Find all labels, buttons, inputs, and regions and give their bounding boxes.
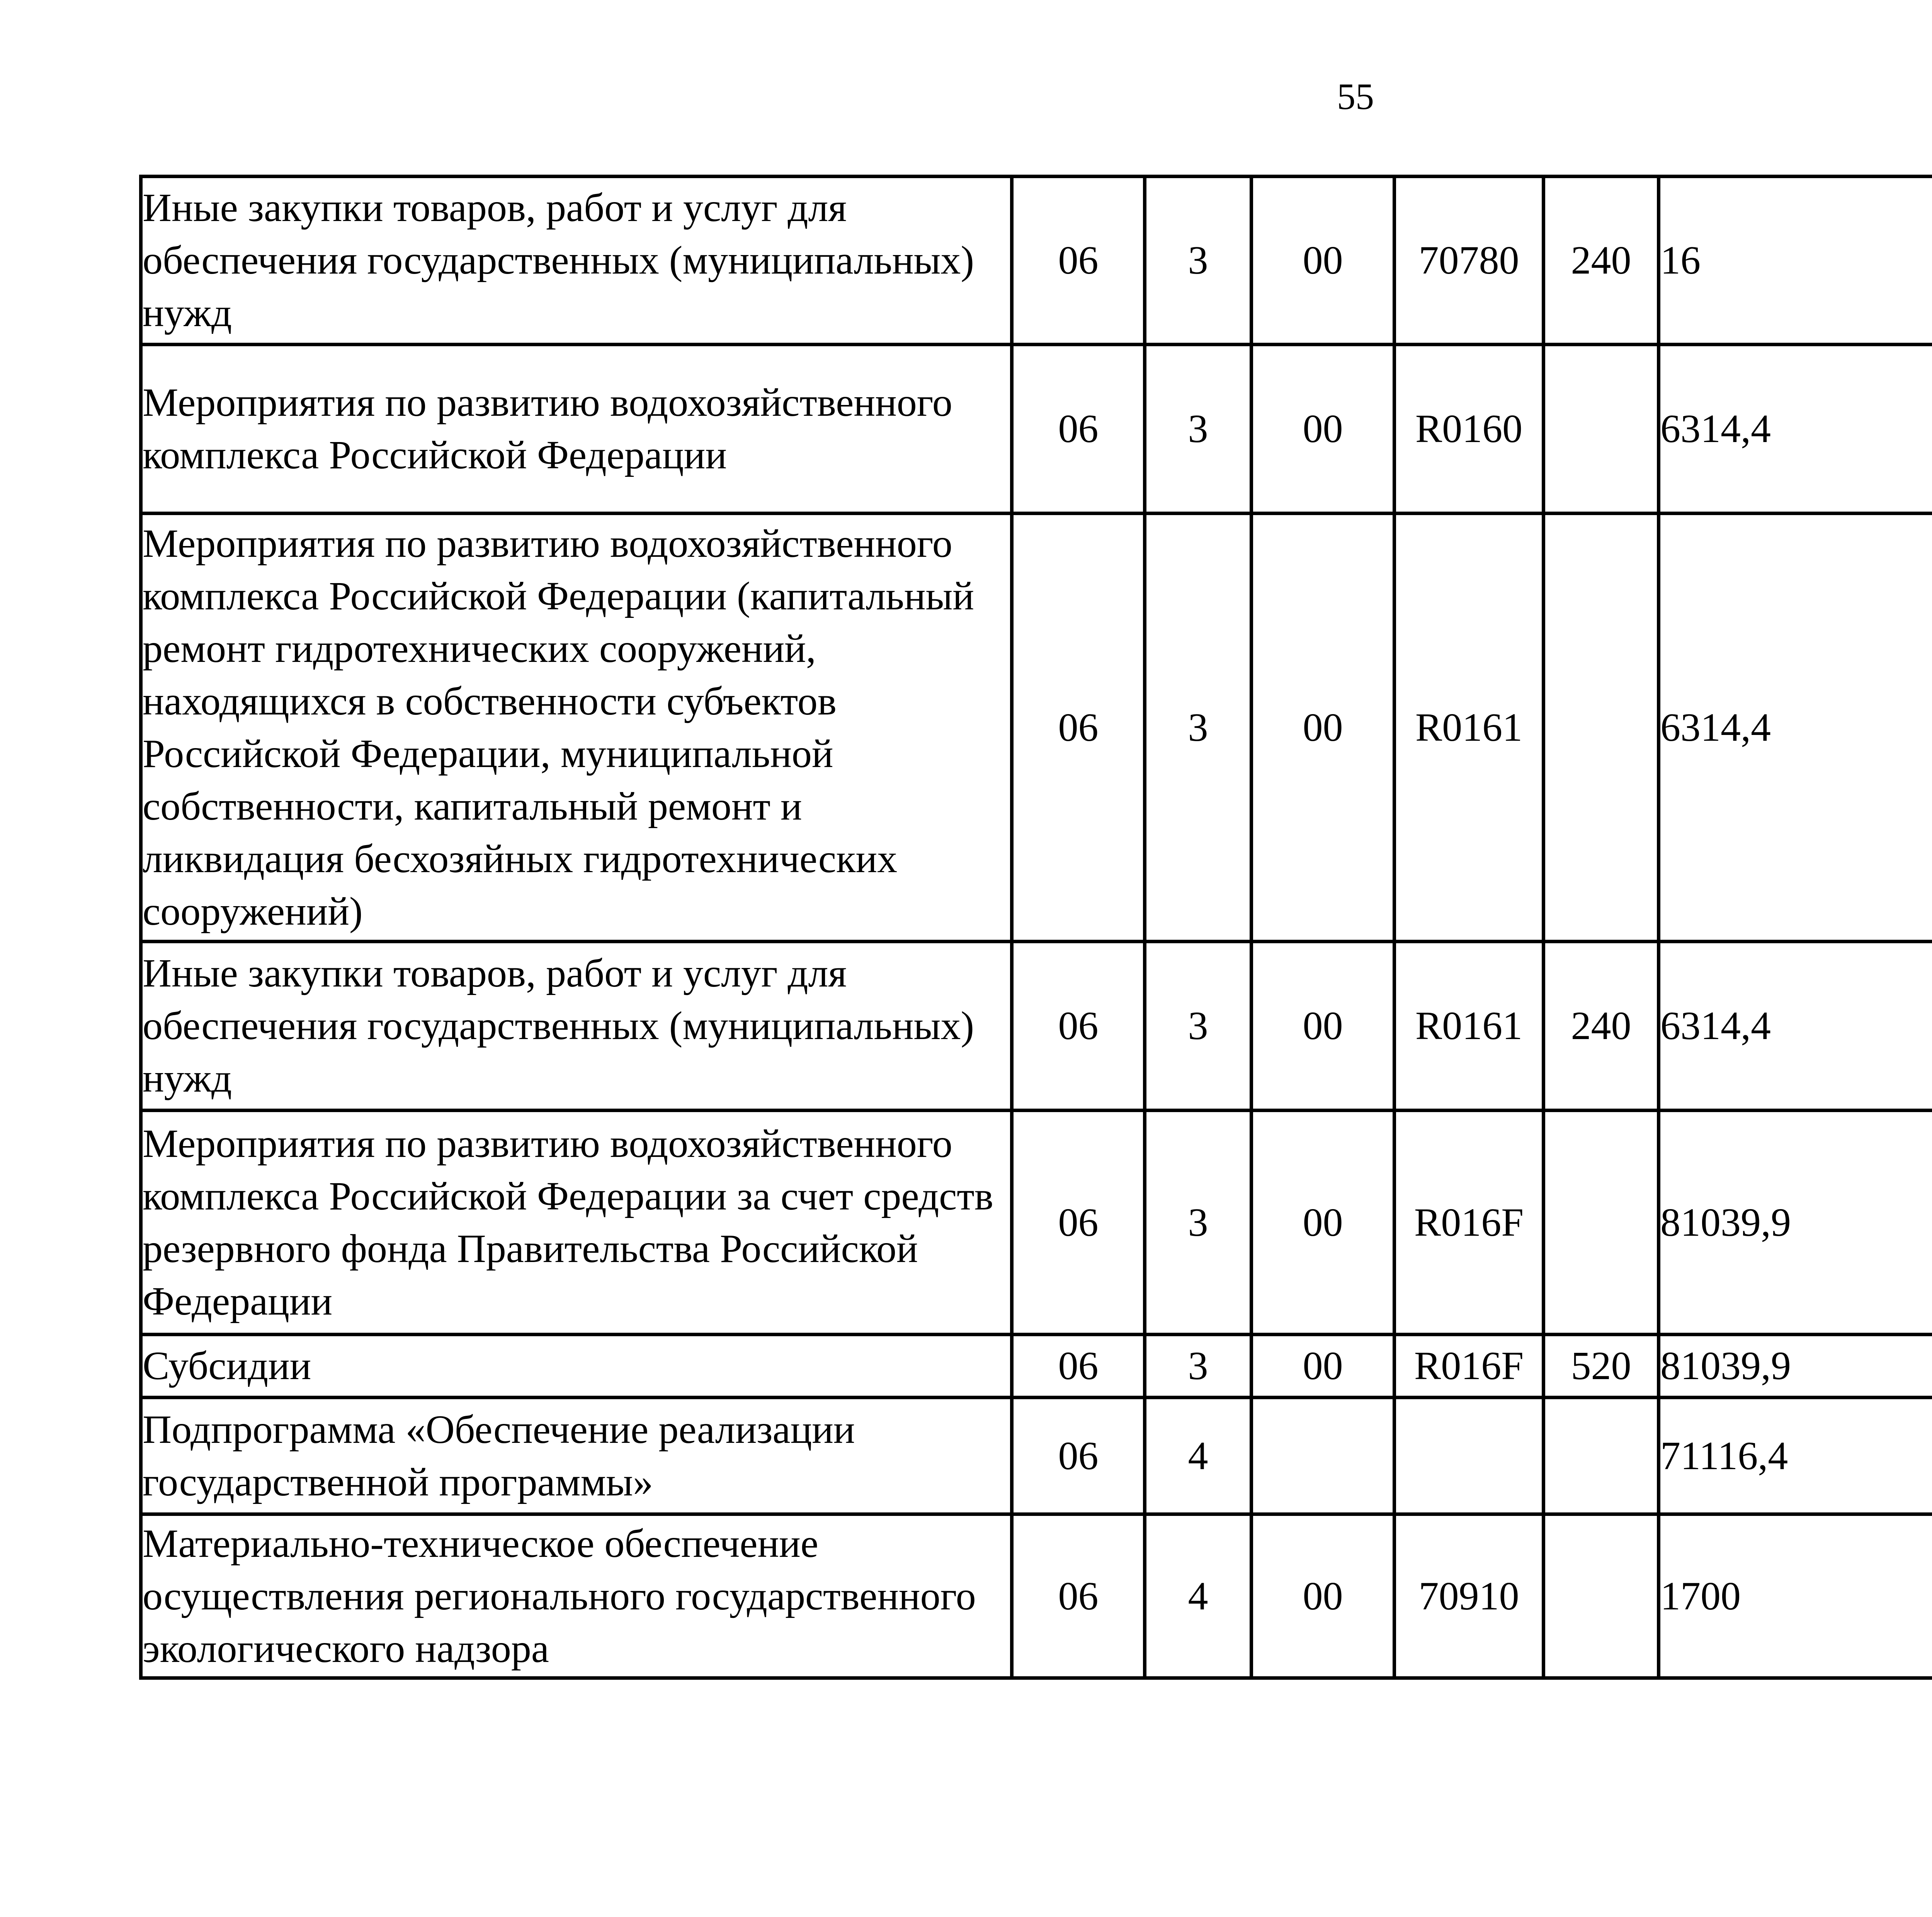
code-direction: 70780 — [1395, 177, 1544, 345]
table-row — [141, 1514, 1932, 1678]
row-description: Мероприятия по развитию водохозяйственного комплекса Российской Федерации (капитальный ремонт гидротехнических сооружений, находящихся в собственности субъектов Российской Федерации, муниципальной собственности, капитальный ремонт и ликвидация бесхозяйных гидротехнических сооружений) — [141, 514, 1012, 942]
code-subprogram — [1252, 1398, 1395, 1514]
table-row — [141, 1335, 1932, 1398]
amount-1: 6314,4 — [1659, 514, 1932, 942]
code-section: 06 — [1012, 1335, 1145, 1398]
table-row — [141, 1111, 1932, 1335]
table-row — [141, 345, 1932, 514]
row-description: Субсидии — [141, 1335, 1012, 1398]
code-section: 06 — [1012, 345, 1145, 514]
amount-1: 16 — [1659, 177, 1932, 345]
amount-1: 6314,4 — [1659, 345, 1932, 514]
code-section: 06 — [1012, 1111, 1145, 1335]
code-program: 3 — [1145, 345, 1252, 514]
row-description: Иные закупки товаров, работ и услуг для обеспечения государственных (муниципальных) нужд — [141, 942, 1012, 1111]
row-description: Мероприятия по развитию водохозяйственного комплекса Российской Федерации за счет средств резервного фонда Правительства Российской Федерации — [141, 1111, 1012, 1335]
amount-1: 71116,4 — [1659, 1398, 1932, 1514]
row-description: Иные закупки товаров, работ и услуг для обеспечения государственных (муниципальных) нужд — [141, 177, 1012, 345]
table-row — [141, 1398, 1932, 1514]
code-expense-type — [1544, 345, 1659, 514]
code-direction: R016F — [1395, 1335, 1544, 1398]
table-row — [141, 177, 1932, 345]
code-subprogram: 00 — [1252, 1514, 1395, 1678]
code-expense-type — [1544, 1398, 1659, 1514]
code-direction: 70910 — [1395, 1514, 1544, 1678]
code-direction: R016F — [1395, 1111, 1544, 1335]
code-expense-type: 520 — [1544, 1335, 1659, 1398]
amount-1: 81039,9 — [1659, 1335, 1932, 1398]
code-subprogram: 00 — [1252, 177, 1395, 345]
code-program: 3 — [1145, 1111, 1252, 1335]
row-description: Подпрограмма «Обеспечение реализации государственной программы» — [141, 1398, 1012, 1514]
amount-1: 6314,4 — [1659, 942, 1932, 1111]
code-subprogram: 00 — [1252, 1335, 1395, 1398]
code-subprogram: 00 — [1252, 514, 1395, 942]
code-section: 06 — [1012, 1514, 1145, 1678]
code-direction: R0161 — [1395, 942, 1544, 1111]
budget-table — [139, 175, 1932, 1680]
row-description: Мероприятия по развитию водохозяйственного комплекса Российской Федерации — [141, 345, 1012, 514]
amount-1: 81039,9 — [1659, 1111, 1932, 1335]
code-expense-type — [1544, 1111, 1659, 1335]
code-subprogram: 00 — [1252, 1111, 1395, 1335]
code-section: 06 — [1012, 1398, 1145, 1514]
code-direction: R0160 — [1395, 345, 1544, 514]
code-program: 4 — [1145, 1514, 1252, 1678]
code-program: 3 — [1145, 177, 1252, 345]
code-expense-type: 240 — [1544, 942, 1659, 1111]
code-program: 3 — [1145, 1335, 1252, 1398]
table-row — [141, 514, 1932, 942]
amount-1: 1700 — [1659, 1514, 1932, 1678]
code-program: 4 — [1145, 1398, 1252, 1514]
table-row — [141, 942, 1932, 1111]
code-section: 06 — [1012, 177, 1145, 345]
code-subprogram: 00 — [1252, 942, 1395, 1111]
code-subprogram: 00 — [1252, 345, 1395, 514]
code-direction: R0161 — [1395, 514, 1544, 942]
code-expense-type: 240 — [1544, 177, 1659, 345]
code-expense-type — [1544, 514, 1659, 942]
page-number: 55 — [1337, 76, 1374, 117]
code-expense-type — [1544, 1514, 1659, 1678]
code-direction — [1395, 1398, 1544, 1514]
code-program: 3 — [1145, 514, 1252, 942]
code-section: 06 — [1012, 514, 1145, 942]
code-section: 06 — [1012, 942, 1145, 1111]
code-program: 3 — [1145, 942, 1252, 1111]
row-description: Материально-техническое обеспечение осуществления регионального государственного экологического надзора — [141, 1514, 1012, 1678]
